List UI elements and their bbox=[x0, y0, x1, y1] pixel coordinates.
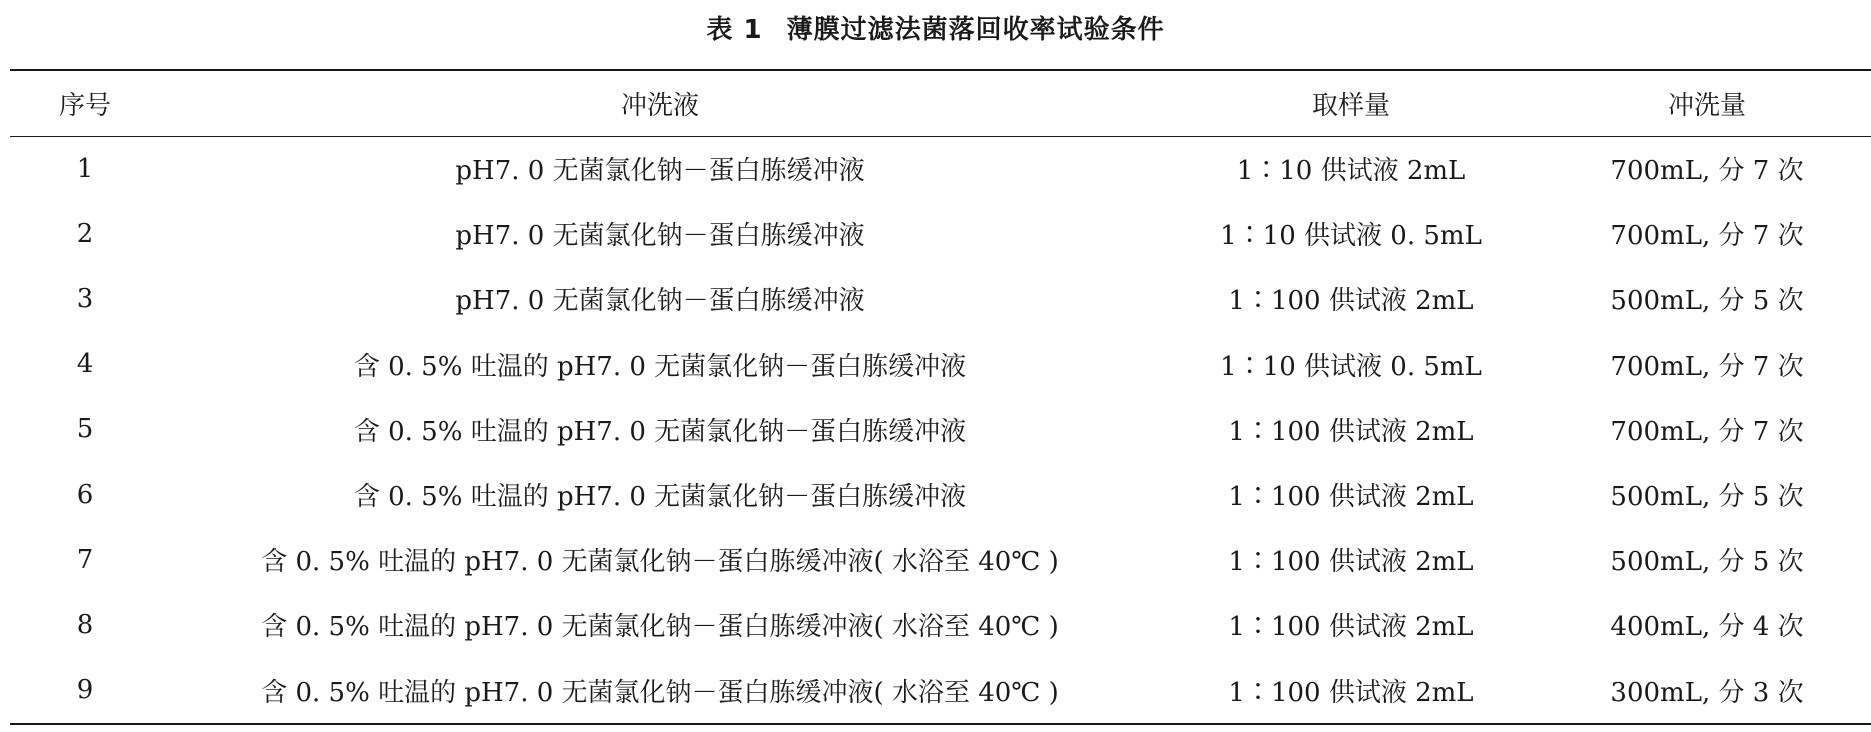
cell-volume: 700mL, 分 7 次 bbox=[1610, 351, 1804, 382]
table-row bbox=[10, 592, 1871, 657]
cell-no: 4 bbox=[76, 349, 94, 380]
conditions-table bbox=[10, 71, 1871, 723]
table-caption bbox=[0, 8, 1871, 52]
cell-sample: 1∶100 供试液 2mL bbox=[1228, 482, 1474, 513]
cell-sample: 1∶10 供试液 0. 5mL bbox=[1220, 351, 1482, 382]
table-row bbox=[10, 397, 1871, 462]
table-header bbox=[10, 71, 1871, 136]
cell-no: 6 bbox=[76, 479, 94, 510]
cell-sample: 1∶100 供试液 2mL bbox=[1228, 677, 1474, 708]
table-row bbox=[10, 462, 1871, 527]
cell-liquid: 含 0. 5% 吐温的 pH7. 0 无菌氯化钠－蛋白胨缓冲液( 水浴至 40℃ ) bbox=[261, 547, 1059, 578]
table-row bbox=[10, 332, 1871, 397]
table-body bbox=[10, 136, 1871, 723]
cell-volume: 700mL, 分 7 次 bbox=[1610, 221, 1804, 252]
header-no: 序号 bbox=[58, 91, 111, 121]
cell-liquid: 含 0. 5% 吐温的 pH7. 0 无菌氯化钠－蛋白胨缓冲液 bbox=[353, 416, 967, 447]
cell-liquid: pH7. 0 无菌氯化钠－蛋白胨缓冲液 bbox=[455, 221, 865, 252]
table-row bbox=[10, 266, 1871, 331]
header-sample: 取样量 bbox=[1311, 91, 1390, 121]
cell-sample: 1∶100 供试液 2mL bbox=[1228, 286, 1474, 317]
header-volume: 冲洗量 bbox=[1667, 91, 1746, 121]
table-row bbox=[10, 658, 1871, 723]
cell-no: 1 bbox=[76, 153, 94, 184]
cell-no: 9 bbox=[76, 675, 94, 706]
cell-sample: 1∶100 供试液 2mL bbox=[1228, 547, 1474, 578]
header-liquid: 冲洗液 bbox=[620, 91, 699, 121]
cell-liquid: 含 0. 5% 吐温的 pH7. 0 无菌氯化钠－蛋白胨缓冲液( 水浴至 40℃ ) bbox=[261, 612, 1059, 643]
cell-liquid: pH7. 0 无菌氯化钠－蛋白胨缓冲液 bbox=[455, 156, 865, 187]
cell-sample: 1∶100 供试液 2mL bbox=[1228, 416, 1474, 447]
table-row bbox=[10, 201, 1871, 266]
table-row bbox=[10, 527, 1871, 592]
table-row bbox=[10, 136, 1871, 201]
cell-liquid: 含 0. 5% 吐温的 pH7. 0 无菌氯化钠－蛋白胨缓冲液( 水浴至 40℃ ) bbox=[261, 677, 1059, 708]
cell-sample: 1∶100 供试液 2mL bbox=[1228, 612, 1474, 643]
cell-volume: 400mL, 分 4 次 bbox=[1610, 612, 1804, 643]
cell-liquid: 含 0. 5% 吐温的 pH7. 0 无菌氯化钠－蛋白胨缓冲液 bbox=[353, 351, 967, 382]
cell-volume: 500mL, 分 5 次 bbox=[1610, 547, 1804, 578]
table-title: 薄膜过滤法菌落回收率试验条件 bbox=[786, 15, 1165, 45]
header-row bbox=[10, 71, 1871, 136]
cell-volume: 500mL, 分 5 次 bbox=[1610, 482, 1804, 513]
cell-sample: 1∶10 供试液 0. 5mL bbox=[1220, 221, 1482, 252]
cell-volume: 700mL, 分 7 次 bbox=[1610, 156, 1804, 187]
cell-no: 7 bbox=[76, 544, 94, 575]
cell-volume: 500mL, 分 5 次 bbox=[1610, 286, 1804, 317]
cell-no: 2 bbox=[76, 218, 94, 249]
cell-volume: 700mL, 分 7 次 bbox=[1610, 416, 1804, 447]
table-bottom-rule bbox=[10, 723, 1871, 725]
cell-no: 5 bbox=[76, 414, 94, 445]
cell-sample: 1∶10 供试液 2mL bbox=[1236, 156, 1466, 187]
table-label: 表 1 bbox=[706, 15, 763, 45]
cell-volume: 300mL, 分 3 次 bbox=[1610, 677, 1804, 708]
cell-liquid: 含 0. 5% 吐温的 pH7. 0 无菌氯化钠－蛋白胨缓冲液 bbox=[353, 482, 967, 513]
cell-no: 3 bbox=[76, 283, 94, 314]
cell-liquid: pH7. 0 无菌氯化钠－蛋白胨缓冲液 bbox=[455, 286, 865, 317]
cell-no: 8 bbox=[76, 609, 94, 640]
